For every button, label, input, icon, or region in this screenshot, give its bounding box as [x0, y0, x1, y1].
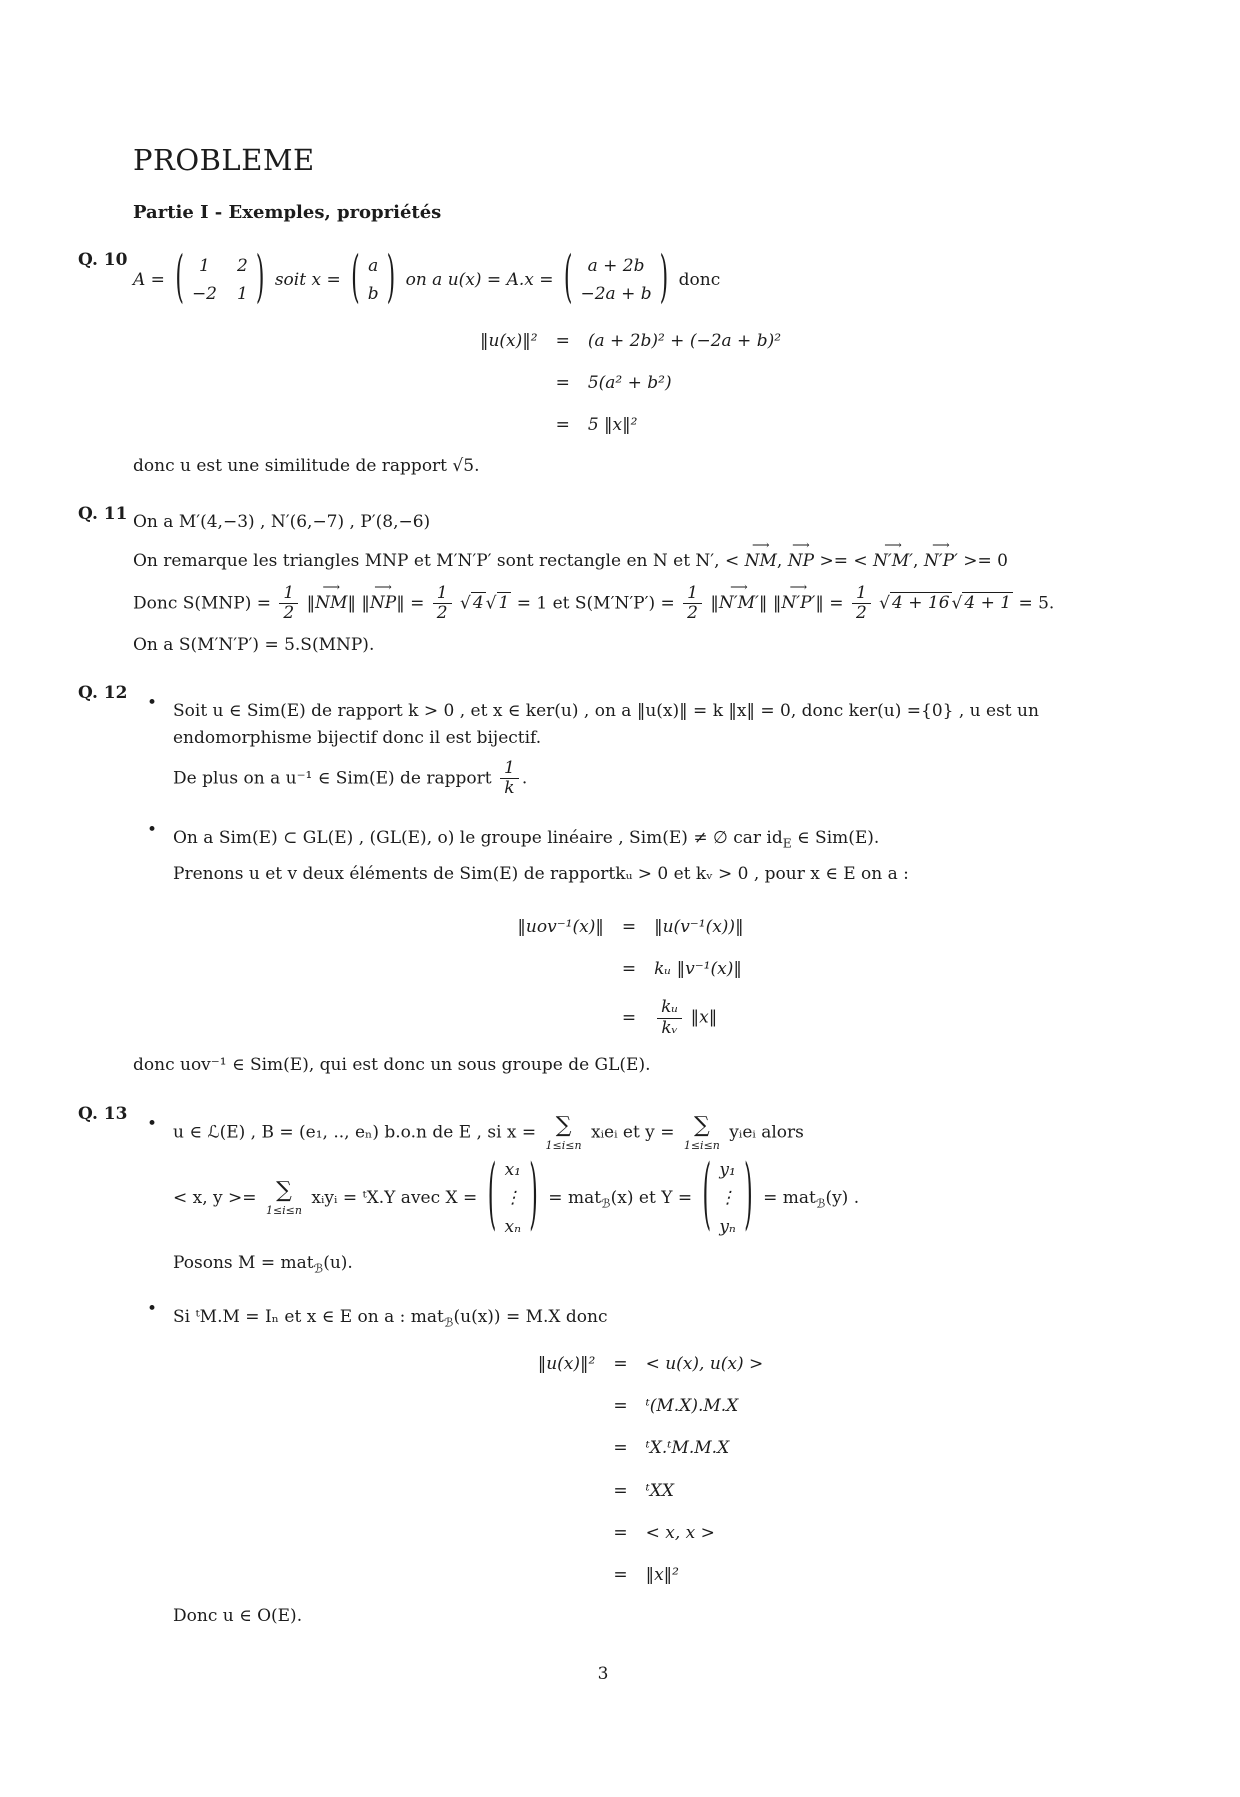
question-label: Q. 11	[78, 503, 128, 524]
left-paren-icon	[564, 252, 573, 308]
sqrt-expression	[879, 592, 951, 613]
matrix-cell: a	[368, 255, 379, 276]
math-text: >= <	[814, 551, 874, 572]
q10-conclusion: donc u est une similitude de rapport √5.	[133, 455, 480, 476]
equation-rhs: 5(a² + b²)	[587, 372, 672, 393]
matrix-cell: a + 2b	[587, 255, 645, 276]
equals-sign: =	[621, 916, 637, 937]
fraction-denominator: 2	[855, 603, 867, 624]
equals-sign: =	[613, 1353, 628, 1374]
right-paren-icon	[256, 252, 265, 308]
matrix-cell: −2	[191, 284, 217, 305]
math-text: u ∈ ℒ(E) , B = (e₁, .., eₙ) b.o.n de E , si x =	[173, 1122, 542, 1143]
matrix-cell: y₁	[719, 1159, 736, 1180]
left-paren-icon	[702, 1159, 711, 1237]
math-text: On a Sim(E) ⊂ GL(E) , (GL(E), o) le groupe linéaire , Sim(E) ≠ ∅ car id	[173, 828, 783, 848]
math-text: donc	[678, 269, 721, 290]
math-text: ,	[776, 551, 788, 572]
math-text: (u(x)) = M.X donc	[453, 1307, 608, 1328]
matrix-cell: ⋮	[504, 1188, 522, 1209]
math-paragraph: Soit u ∈ Sim(E) de rapport k > 0 , et x ∈ ker(u) , on a ‖u(x)‖ = k ‖x‖ = 0, donc ker(u) ={0} , u est un endomorphisme bijectif donc il est bijectif.	[173, 701, 1039, 748]
fraction	[683, 584, 702, 624]
math-text: (u).	[323, 1252, 353, 1273]
bullet-icon: •	[147, 1113, 158, 1134]
fraction-numerator: 1	[433, 584, 452, 605]
equals-sign: =	[613, 1565, 628, 1586]
math-text: ‖ =	[396, 593, 430, 614]
matrix-A	[175, 251, 264, 310]
matrix-cells	[719, 1157, 736, 1240]
subscript: ℬ	[443, 1315, 454, 1330]
bullet-body	[173, 690, 1128, 807]
math-text: ‖ ‖	[347, 593, 370, 614]
fraction-numerator: 1	[852, 584, 871, 605]
bullet-body	[173, 1296, 1128, 1637]
radicand: 4 + 1	[964, 593, 1012, 614]
page-footer	[78, 1661, 1128, 1687]
math-text: < x, y >=	[173, 1187, 262, 1208]
matrix-cells	[581, 253, 652, 308]
vector-NM: ⟶ NM	[315, 585, 347, 622]
q11-points-line: On a M′(4,−3) , N′(6,−7) , P′(8,−6)	[133, 511, 431, 532]
q10-equation-block	[133, 328, 1128, 439]
math-text: Donc S(MNP) =	[133, 593, 277, 614]
math-text: On remarque les triangles MNP et M′N′P′ sont rectangle en N et N′, <	[133, 551, 745, 572]
equation-rhs	[654, 998, 743, 1038]
sqrt-icon: √	[879, 593, 891, 614]
vector-NpPp: ⟶ N′P′	[781, 585, 815, 622]
left-paren-icon	[175, 252, 184, 308]
sqrt-expression	[486, 592, 512, 613]
right-paren-icon	[744, 1159, 753, 1237]
matrix-cells	[192, 253, 248, 308]
sqrt-icon: √	[485, 593, 497, 614]
math-text: (y) .	[825, 1187, 860, 1208]
vector-NpPp: ⟶ N′P′	[924, 543, 958, 580]
sum-operator	[545, 1112, 582, 1152]
q13-bullet-1	[133, 1111, 1128, 1286]
question-label: Q. 12	[78, 683, 128, 704]
math-text: Si ᵗM.M = Iₙ et x ∈ E on a : mat	[173, 1307, 444, 1328]
subscript: ℬ	[601, 1196, 611, 1211]
fraction	[500, 759, 519, 799]
q13-basis-line	[173, 1112, 1128, 1152]
fraction-denominator: 2	[283, 603, 295, 624]
math-text: yᵢeᵢ alors	[723, 1122, 804, 1143]
vector-NM: ⟶ NM	[745, 543, 777, 580]
fraction-denominator: 2	[436, 603, 448, 624]
math-paragraph	[173, 825, 1128, 853]
math-text: ,	[913, 551, 924, 572]
question-q12	[78, 680, 1128, 1087]
equation-grid	[538, 1351, 764, 1589]
sigma-icon: ∑	[276, 1178, 292, 1204]
q13-conclusion: Donc u ∈ O(E).	[173, 1605, 303, 1626]
q13-matrix-line	[173, 1155, 1128, 1242]
sum-limits: 1≤i≤n	[683, 1138, 720, 1152]
page-number: 3	[597, 1663, 609, 1684]
equation-lhs: ‖uov⁻¹(x)‖	[517, 916, 604, 937]
math-text: xᵢeᵢ et y =	[585, 1122, 680, 1143]
fraction-numerator: 1	[500, 759, 519, 780]
math-text: De plus on a u⁻¹ ∈ Sim(E) de rapport	[173, 768, 497, 789]
math-text: A =	[133, 269, 165, 290]
vector-x	[351, 251, 395, 310]
math-text: .	[521, 768, 528, 789]
matrix-cells	[504, 1157, 521, 1240]
equation-lhs: ‖u(x)‖²	[537, 1353, 596, 1374]
matrix-cell: x₁	[504, 1159, 521, 1180]
question-body	[133, 501, 1128, 666]
vector-ux	[564, 251, 668, 310]
matrix-cells	[368, 253, 379, 308]
equation-rhs: ᵗXX	[645, 1480, 674, 1501]
subscript: ℬ	[313, 1261, 324, 1276]
sqrt-icon: √	[459, 593, 471, 614]
question-label: Q. 10	[78, 249, 128, 270]
question-q11	[78, 501, 1128, 666]
equation-rhs: ᵗ(M.X).M.X	[645, 1395, 739, 1416]
bullet-body	[173, 1111, 1128, 1286]
equals-sign: =	[613, 1522, 628, 1543]
q12-equation-block	[133, 914, 1128, 1039]
equals-sign: =	[613, 1395, 628, 1416]
math-paragraph	[173, 1304, 1128, 1332]
question-body	[133, 247, 1128, 487]
math-text: ‖	[306, 593, 316, 614]
math-text: soit x =	[274, 269, 341, 290]
question-q10	[78, 247, 1128, 487]
math-text: (x) et Y =	[610, 1187, 698, 1208]
math-text: ‖	[710, 593, 719, 614]
bullet-icon: •	[147, 693, 158, 714]
equation-rhs: < u(x), u(x) >	[645, 1353, 764, 1374]
math-text: ∈ Sim(E).	[791, 828, 880, 848]
fraction-denominator: 2	[687, 603, 698, 624]
q13-bullet-2	[133, 1296, 1128, 1637]
right-paren-icon	[529, 1159, 538, 1237]
math-text: = 1 et S(M′N′P′) =	[516, 593, 681, 614]
q10-intro-line	[133, 251, 1128, 310]
bullet-icon: •	[147, 820, 158, 840]
equation-rhs: kᵤ ‖v⁻¹(x)‖	[654, 959, 742, 980]
sum-limits: 1≤i≤n	[265, 1204, 302, 1218]
equals-sign: =	[555, 415, 570, 436]
matrix-cell: 1	[199, 255, 210, 276]
math-text: = 5.	[1018, 593, 1055, 614]
equation-rhs: ‖u(v⁻¹(x))‖	[654, 916, 744, 937]
sqrt-expression	[952, 592, 1014, 613]
equation-lhs: ‖u(x)‖²	[479, 330, 538, 351]
q11-area-line	[133, 584, 1128, 624]
subscript: E	[782, 836, 792, 851]
radicand: 1	[498, 593, 510, 614]
left-paren-icon	[351, 252, 360, 308]
equation-grid	[480, 328, 781, 439]
equals-sign: =	[621, 959, 637, 980]
equation-rhs: 5 ‖x‖²	[587, 415, 638, 436]
question-label: Q. 13	[78, 1103, 128, 1124]
q12-conclusion: donc uov⁻¹ ∈ Sim(E), qui est donc un sous groupe de GL(E).	[133, 1055, 651, 1076]
matrix-cell: −2a + b	[580, 284, 652, 305]
fraction-numerator: 1	[279, 584, 298, 605]
sqrt-icon: √	[951, 593, 963, 614]
bullet-body	[173, 817, 1128, 896]
equation-rhs: (a + 2b)² + (−2a + b)²	[587, 330, 782, 351]
matrix-cell: b	[367, 284, 379, 305]
fraction-numerator: kᵤ	[657, 998, 682, 1019]
equals-sign: =	[613, 1480, 628, 1501]
math-text: Posons M = mat	[173, 1252, 314, 1273]
question-q13	[78, 1101, 1128, 1647]
math-text: = mat	[542, 1187, 602, 1208]
sum-operator	[266, 1180, 302, 1216]
math-paragraph: Prenons u et v deux éléments de Sim(E) de rapportkᵤ > 0 et kᵥ > 0 , pour x ∈ E on a :	[173, 864, 909, 885]
q11-conclusion: On a S(M′N′P′) = 5.S(MNP).	[133, 634, 375, 655]
sum-operator	[683, 1112, 720, 1152]
radicand: 4	[472, 593, 484, 614]
equation-rhs: < x, x >	[645, 1522, 715, 1543]
math-text: xᵢyᵢ = ᵗX.Y avec X =	[306, 1187, 483, 1208]
sum-limits: 1≤i≤n	[545, 1138, 582, 1152]
fraction	[852, 584, 871, 624]
equation-rhs: ‖x‖²	[645, 1565, 679, 1586]
matrix-cell: yₙ	[719, 1216, 736, 1237]
left-paren-icon	[488, 1159, 497, 1237]
subscript: ℬ	[815, 1196, 826, 1211]
right-paren-icon	[660, 252, 669, 308]
question-body	[133, 680, 1128, 1087]
equals-sign: =	[555, 372, 570, 393]
math-paragraph	[173, 759, 1128, 799]
fraction-numerator: 1	[683, 584, 702, 605]
math-text: = mat	[757, 1187, 816, 1208]
q13-equation-block	[173, 1351, 1128, 1589]
page-title: PROBLEME	[133, 143, 315, 177]
sigma-icon: ∑	[555, 1112, 572, 1138]
matrix-cell: 2	[237, 255, 248, 276]
math-paragraph	[173, 1250, 1128, 1278]
fraction-denominator: kᵥ	[661, 1017, 678, 1038]
vector-Y	[702, 1155, 752, 1242]
matrix-cell: xₙ	[504, 1216, 522, 1237]
fraction	[657, 998, 682, 1038]
equals-sign: =	[621, 1008, 637, 1029]
bullet-icon: •	[147, 1299, 158, 1320]
question-body	[133, 1101, 1128, 1647]
equation-grid	[517, 914, 743, 1039]
vector-NP: ⟶ NP	[788, 543, 814, 580]
q12-bullet-2	[133, 817, 1128, 896]
fraction-denominator: k	[504, 778, 515, 799]
equals-sign: =	[555, 330, 570, 351]
math-text: ‖ =	[815, 593, 849, 614]
equation-rhs: ᵗX.ᵗM.M.X	[645, 1438, 730, 1459]
sqrt-expression	[460, 592, 486, 613]
sigma-icon: ∑	[694, 1112, 710, 1138]
matrix-cell: 1	[237, 284, 248, 305]
math-text: on a u(x) = A.x =	[405, 269, 554, 290]
vector-NpMp: ⟶ N′M′	[719, 585, 759, 622]
fraction	[433, 584, 452, 624]
equals-sign: =	[613, 1438, 628, 1459]
q12-bullet-1	[133, 690, 1128, 807]
vector-NpMp: ⟶ N′M′	[873, 543, 913, 580]
right-paren-icon	[387, 252, 396, 308]
vector-X	[488, 1155, 538, 1242]
q11-triangles-line	[133, 543, 1128, 580]
vector-NP: ⟶ NP	[370, 585, 396, 622]
radicand: 4 + 16	[892, 593, 950, 614]
math-text: ‖ ‖	[758, 593, 782, 614]
section-heading: Partie I - Exemples, propriétés	[133, 201, 442, 223]
math-text: ‖x‖	[685, 1007, 718, 1028]
fraction	[279, 584, 298, 624]
matrix-cell: ⋮	[719, 1188, 737, 1209]
math-text: >= 0	[957, 551, 1009, 572]
